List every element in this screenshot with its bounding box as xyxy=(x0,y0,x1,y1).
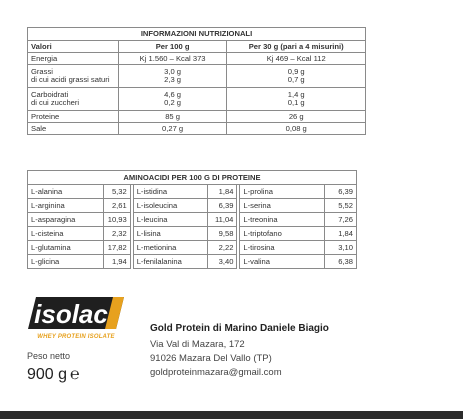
amino-name: L-tirosina xyxy=(240,241,325,255)
amino-table xyxy=(27,170,357,269)
value-30g: 26 g xyxy=(227,111,366,123)
amino-value: 6,38 xyxy=(325,255,357,269)
nutrition-row-grassi xyxy=(28,65,366,88)
net-weight-label: Peso netto xyxy=(27,351,71,361)
value-30g: 0,9 g xyxy=(287,67,305,77)
logo-tagline: WHEY PROTEIN ISOLATE xyxy=(37,334,115,340)
amino-name: L-lisina xyxy=(133,227,208,241)
value-100g: 0,27 g xyxy=(118,123,227,135)
amino-name: L-isoleucina xyxy=(133,199,208,213)
value-100g-sub: 0,2 g xyxy=(164,98,182,107)
nutrient-label: Sale xyxy=(28,123,119,135)
nutrient-label: Energia xyxy=(28,53,119,65)
amino-title: AMINOACIDI PER 100 G DI PROTEINE xyxy=(28,171,357,185)
value-30g-sub: 0,1 g xyxy=(287,98,305,107)
nutrition-title: INFORMAZIONI NUTRIZIONALI xyxy=(28,28,366,41)
header-per-100g: Per 100 g xyxy=(118,41,227,53)
net-weight xyxy=(27,366,80,384)
header-per-30g: Per 30 g (pari a 4 misurini) xyxy=(227,41,366,53)
amino-value: 1,84 xyxy=(208,185,237,199)
nutrition-row-energia xyxy=(28,53,366,65)
amino-name: L-fenilalanina xyxy=(133,255,208,269)
amino-name: L-prolina xyxy=(240,185,325,199)
amino-value: 9,58 xyxy=(208,227,237,241)
nutrient-label: Grassi xyxy=(31,67,53,77)
value-100g: 4,6 g xyxy=(164,90,182,100)
value-100g: Kj 1.560 – Kcal 373 xyxy=(118,53,227,65)
value-30g-sub: 0,7 g xyxy=(287,75,305,84)
company-city: 91026 Mazara Del Vallo (TP) xyxy=(150,353,272,364)
company-email: goldproteinmazara@gmail.com xyxy=(150,367,282,378)
amino-name: L-treonina xyxy=(240,213,325,227)
amino-value: 11,04 xyxy=(208,213,237,227)
amino-name: L-alanina xyxy=(28,185,104,199)
isolac-logo xyxy=(27,296,125,330)
nutrient-label: Proteine xyxy=(28,111,119,123)
value-100g-sub: 2,3 g xyxy=(164,75,182,84)
company-address: Via Val di Mazara, 172 xyxy=(150,339,245,350)
amino-value: 3,40 xyxy=(208,255,237,269)
nutrient-sublabel: di cui zuccheri xyxy=(31,98,80,107)
nutrition-table xyxy=(27,27,366,135)
amino-row xyxy=(28,255,357,269)
amino-value: 2,22 xyxy=(208,241,237,255)
amino-value: 6,39 xyxy=(325,185,357,199)
estimated-sign-icon: ℮ xyxy=(70,366,80,383)
amino-value: 6,39 xyxy=(208,199,237,213)
amino-value: 2,32 xyxy=(103,227,130,241)
amino-name: L-triptofano xyxy=(240,227,325,241)
value-100g: 85 g xyxy=(118,111,227,123)
nutrition-row-proteine xyxy=(28,111,366,123)
net-weight-value: 900 g xyxy=(27,366,68,383)
amino-value: 1,94 xyxy=(103,255,130,269)
company-name: Gold Protein di Marino Daniele Biagio xyxy=(150,323,329,334)
amino-value: 17,82 xyxy=(103,241,130,255)
nutrition-row-carboidrati xyxy=(28,88,366,111)
amino-value: 7,26 xyxy=(325,213,357,227)
amino-name: L-arginina xyxy=(28,199,104,213)
amino-value: 5,52 xyxy=(325,199,357,213)
amino-name: L-asparagina xyxy=(28,213,104,227)
amino-name: L-glutamina xyxy=(28,241,104,255)
amino-row xyxy=(28,213,357,227)
nutrient-sublabel: di cui acidi grassi saturi xyxy=(31,75,110,84)
value-30g: 0,08 g xyxy=(227,123,366,135)
amino-value: 10,93 xyxy=(103,213,130,227)
header-valori: Valori xyxy=(28,41,119,53)
amino-name: L-serina xyxy=(240,199,325,213)
value-100g: 3,0 g xyxy=(164,67,182,77)
amino-name: L-cisteina xyxy=(28,227,104,241)
amino-value: 1,84 xyxy=(325,227,357,241)
amino-name: L-valina xyxy=(240,255,325,269)
amino-row xyxy=(28,199,357,213)
nutrition-row-sale xyxy=(28,123,366,135)
amino-name: L-glicina xyxy=(28,255,104,269)
amino-row xyxy=(28,241,357,255)
amino-name: L-metionina xyxy=(133,241,208,255)
bottom-bar xyxy=(0,411,463,419)
value-30g: 1,4 g xyxy=(287,90,305,100)
amino-row xyxy=(28,185,357,199)
amino-name: L-leucina xyxy=(133,213,208,227)
value-30g: Kj 469 – Kcal 112 xyxy=(227,53,366,65)
amino-value: 5,32 xyxy=(103,185,130,199)
logo-text: isolac xyxy=(34,299,108,329)
amino-value: 2,61 xyxy=(103,199,130,213)
nutrient-label: Carboidrati xyxy=(31,90,69,100)
amino-row xyxy=(28,227,357,241)
amino-name: L-istidina xyxy=(133,185,208,199)
amino-value: 3,10 xyxy=(325,241,357,255)
